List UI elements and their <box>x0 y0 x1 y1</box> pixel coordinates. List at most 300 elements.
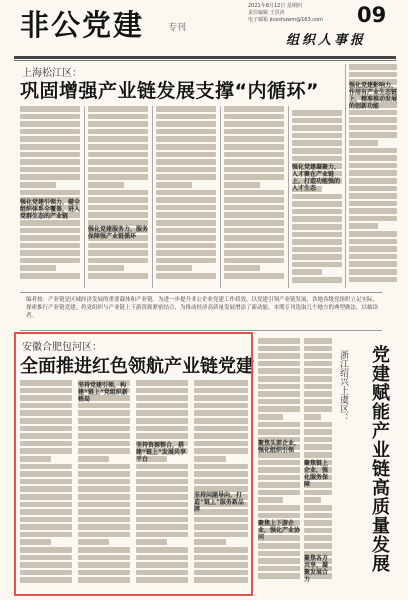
text-line <box>349 64 397 70</box>
text-line <box>20 136 80 142</box>
text-line <box>156 197 216 203</box>
text-line <box>78 448 130 454</box>
text-line <box>156 129 216 135</box>
article3-subhead-4: 聚焦各方共享，凝聚发展合力 <box>304 555 329 583</box>
text-line <box>258 475 300 481</box>
article2-subhead-3: 坚持问题导向，打造“链上”服务新品牌 <box>194 492 244 513</box>
text-line <box>20 479 72 485</box>
text-line <box>78 464 130 470</box>
text-line <box>258 558 300 564</box>
text-line <box>224 235 284 241</box>
text-line <box>20 517 72 523</box>
text-line <box>194 517 248 523</box>
text-line <box>258 490 300 496</box>
text-line <box>304 535 332 541</box>
text-line <box>349 110 397 116</box>
text-line <box>88 190 148 196</box>
text-line <box>20 144 80 150</box>
text-line <box>304 338 332 344</box>
text-line <box>156 220 216 226</box>
text-line <box>88 220 148 226</box>
text-line <box>292 239 342 245</box>
text-line <box>88 265 124 271</box>
text-line <box>78 486 130 492</box>
text-line <box>224 220 284 226</box>
text-line <box>156 152 216 158</box>
column-divider <box>84 106 85 288</box>
text-line <box>349 216 397 222</box>
text-line <box>292 216 342 222</box>
text-line <box>20 106 80 112</box>
date-line-1: 2021年8月12日 星期四 <box>248 3 302 9</box>
text-line <box>258 429 300 435</box>
text-line <box>20 418 72 424</box>
text-line <box>20 570 72 576</box>
text-line <box>20 235 80 241</box>
text-line <box>156 182 192 188</box>
text-line <box>349 140 378 146</box>
text-line <box>292 209 342 215</box>
text-line <box>156 205 216 211</box>
text-line <box>224 106 284 112</box>
text-line <box>136 539 167 545</box>
text-line <box>136 577 188 583</box>
text-line <box>258 513 300 519</box>
text-line <box>136 471 188 477</box>
text-line <box>20 388 72 394</box>
text-line <box>349 261 397 267</box>
text-line <box>224 182 260 188</box>
text-line <box>349 125 397 131</box>
text-line <box>349 178 397 184</box>
text-line <box>88 197 148 203</box>
text-line <box>136 395 188 401</box>
text-line <box>20 265 56 271</box>
text-line <box>304 437 332 443</box>
divider <box>20 292 382 293</box>
text-line <box>349 170 397 176</box>
text-line <box>156 136 216 142</box>
text-line <box>136 517 188 523</box>
text-line <box>304 505 332 511</box>
article2-column-3 <box>136 380 188 588</box>
text-line <box>78 441 130 447</box>
text-line <box>258 353 300 359</box>
text-line <box>258 573 300 579</box>
text-line <box>258 391 300 397</box>
text-line <box>304 353 332 359</box>
text-line <box>156 121 216 127</box>
text-line <box>136 380 188 386</box>
text-line <box>224 273 284 279</box>
text-line <box>194 448 248 454</box>
text-line <box>20 159 80 165</box>
text-line <box>20 152 80 158</box>
text-line <box>194 426 248 432</box>
text-line <box>20 577 72 583</box>
text-line <box>304 376 332 382</box>
text-line <box>156 273 216 279</box>
text-line <box>304 406 332 412</box>
text-line <box>20 220 80 226</box>
text-line <box>194 395 248 401</box>
text-line <box>349 186 397 192</box>
text-line <box>304 384 332 390</box>
text-line <box>78 502 130 508</box>
text-line <box>156 228 216 234</box>
article2-headline: 全面推进红色领航产业链党建 <box>20 356 254 377</box>
article1-column-5 <box>292 110 342 288</box>
text-line <box>88 144 148 150</box>
text-line <box>156 265 192 271</box>
text-line <box>20 121 80 127</box>
text-line <box>78 509 130 515</box>
text-line <box>349 148 397 154</box>
text-line <box>349 72 397 78</box>
text-line <box>292 148 342 154</box>
text-line <box>292 254 342 260</box>
text-line <box>136 532 188 538</box>
text-line <box>349 117 397 123</box>
text-line <box>20 380 72 386</box>
text-line <box>20 228 80 234</box>
column-divider <box>345 64 346 288</box>
date-line-2: 责任编辑 王洪涛 <box>248 10 285 16</box>
masthead-rule-thin <box>14 60 396 61</box>
text-line <box>349 193 397 199</box>
text-line <box>20 258 80 264</box>
column-divider <box>288 106 289 288</box>
article1-headline: 巩固增强产业链发展支撑“内循环” <box>20 80 319 102</box>
text-line <box>78 539 109 545</box>
text-line <box>292 194 342 200</box>
text-line <box>156 167 216 173</box>
text-line <box>258 361 300 367</box>
text-line <box>349 277 397 283</box>
text-line <box>78 403 130 409</box>
date-line-3: 电子邮箱 jiceshuwm@163.com <box>248 17 323 23</box>
text-line <box>194 555 248 561</box>
text-line <box>292 125 342 131</box>
text-line <box>20 273 80 279</box>
text-line <box>20 190 80 196</box>
text-line <box>88 250 148 256</box>
text-line <box>304 361 332 367</box>
text-line <box>136 388 188 394</box>
text-line <box>292 201 342 207</box>
text-line <box>304 346 332 352</box>
text-line <box>224 205 284 211</box>
text-line <box>78 570 130 576</box>
text-line <box>78 456 109 462</box>
text-line <box>78 547 130 553</box>
article1-subhead-4: 强化党建影响力，作用有产业生态链上，精准推动发展的创新功能 <box>349 82 398 110</box>
dateline <box>248 3 323 24</box>
text-line <box>224 258 284 264</box>
text-line <box>78 471 130 477</box>
text-line <box>292 269 322 275</box>
text-line <box>156 258 216 264</box>
text-line <box>258 422 300 428</box>
text-line <box>136 410 188 416</box>
text-line <box>136 509 188 515</box>
text-line <box>258 566 300 572</box>
text-line <box>304 520 332 526</box>
divider <box>20 330 382 331</box>
text-line <box>88 205 148 211</box>
text-line <box>136 486 188 492</box>
text-line <box>304 414 321 420</box>
text-line <box>258 384 300 390</box>
text-line <box>304 429 332 435</box>
text-line <box>194 380 248 386</box>
text-line <box>78 426 130 432</box>
text-line <box>224 114 284 120</box>
text-line <box>224 197 284 203</box>
text-line <box>88 136 148 142</box>
text-line <box>156 235 216 241</box>
text-line <box>20 410 72 416</box>
text-line <box>349 208 397 214</box>
text-line <box>88 174 148 180</box>
text-line <box>349 254 397 260</box>
text-line <box>349 155 397 161</box>
text-line <box>20 471 72 477</box>
text-line <box>292 140 342 146</box>
text-line <box>224 212 284 218</box>
article1-column-2 <box>88 106 148 288</box>
text-line <box>136 403 188 409</box>
article1-subhead-3: 强化党建凝聚力，人才聚在产业链上，打造功能强的人才生态 <box>292 164 341 192</box>
text-line <box>78 479 130 485</box>
text-line <box>20 562 72 568</box>
text-line <box>20 464 72 470</box>
article3-subhead-2: 聚焦链上企业，强化服务保障 <box>304 460 329 488</box>
text-line <box>304 528 332 534</box>
text-line <box>136 479 188 485</box>
article1-subhead-1: 强化党建引领力，健全组织体系全覆盖，进入党群生态的产业链 <box>20 199 81 220</box>
text-line <box>20 426 72 432</box>
text-line <box>258 497 283 503</box>
text-line <box>88 212 148 218</box>
article2-column-1 <box>20 380 72 588</box>
text-line <box>194 418 248 424</box>
text-line <box>78 555 130 561</box>
article2-column-2 <box>78 380 130 588</box>
text-line <box>156 159 216 165</box>
text-line <box>258 551 300 557</box>
text-line <box>349 223 378 229</box>
text-line <box>88 121 148 127</box>
text-line <box>292 133 342 139</box>
text-line <box>136 418 188 424</box>
text-line <box>88 182 124 188</box>
text-line <box>20 182 56 188</box>
text-line <box>194 410 248 416</box>
text-line <box>224 129 284 135</box>
text-line <box>304 513 332 519</box>
text-line <box>156 243 216 249</box>
text-line <box>78 433 130 439</box>
masthead-rule <box>14 56 396 59</box>
text-line <box>224 144 284 150</box>
article3-kicker: 浙江绍兴上虞区： <box>338 350 348 422</box>
text-line <box>304 399 332 405</box>
text-line <box>194 577 248 583</box>
page-number: 09 <box>357 3 387 27</box>
text-line <box>349 231 397 237</box>
text-line <box>292 156 342 162</box>
text-line <box>136 555 188 561</box>
text-line <box>88 114 148 120</box>
article1-column-1 <box>20 106 80 288</box>
text-line <box>349 132 397 138</box>
text-line <box>20 174 80 180</box>
text-line <box>20 456 51 462</box>
text-line <box>20 532 72 538</box>
text-line <box>349 246 397 252</box>
text-line <box>194 471 248 477</box>
text-line <box>136 464 188 470</box>
text-line <box>258 482 300 488</box>
article3-headline: 党建赋能产业链高质量发展 <box>369 345 390 573</box>
text-line <box>304 444 332 450</box>
text-line <box>194 433 248 439</box>
text-line <box>292 110 342 116</box>
text-line <box>194 388 248 394</box>
column-divider <box>220 106 221 288</box>
text-line <box>349 163 397 169</box>
article3-column-1 <box>258 338 300 588</box>
text-line <box>20 547 72 553</box>
text-line <box>292 232 342 238</box>
text-line <box>20 403 72 409</box>
text-line <box>78 517 130 523</box>
text-line <box>136 562 188 568</box>
text-line <box>304 497 321 503</box>
article3-subhead-3: 聚焦上下游企业，强化产业协同 <box>258 520 301 541</box>
text-line <box>349 269 397 275</box>
text-line <box>156 190 216 196</box>
text-line <box>194 562 248 568</box>
text-line <box>156 174 216 180</box>
text-line <box>304 543 332 549</box>
text-line <box>136 524 188 530</box>
article2-column-4 <box>194 380 248 588</box>
text-line <box>258 414 283 420</box>
text-line <box>304 368 332 374</box>
text-line <box>20 243 80 249</box>
text-line <box>349 201 397 207</box>
text-line <box>78 577 130 583</box>
column-label: 专刊 <box>168 23 187 33</box>
text-line <box>156 144 216 150</box>
text-line <box>136 426 188 432</box>
text-line <box>88 273 148 279</box>
text-line <box>156 114 216 120</box>
text-line <box>194 456 226 462</box>
text-line <box>20 395 72 401</box>
text-line <box>78 524 130 530</box>
text-line <box>349 239 397 245</box>
text-line <box>224 159 284 165</box>
text-line <box>194 570 248 576</box>
text-line <box>258 543 300 549</box>
text-line <box>20 502 72 508</box>
text-line <box>20 441 72 447</box>
text-line <box>194 479 248 485</box>
text-line <box>224 250 284 256</box>
text-line <box>224 174 284 180</box>
editor-note: 编者按：产业链是区域经济发展的重要载体和产业链。为进一步提升非公企业党建工作质效，以党建引领产业链发展，各地各级党组织立足实际，探索推行产业链党建，将党组织与产业链上下游资源紧密结合，为推动经济高质量发展增添了新动能。本期专刊选取几个地方的典型做法，以飨读者。 <box>26 297 379 319</box>
text-line <box>156 212 216 218</box>
text-line <box>304 422 332 428</box>
text-line <box>258 467 300 473</box>
text-line <box>20 524 72 530</box>
article2-subhead-2: 坚持资源整合，搭建“链上”发展共享平台 <box>136 442 186 463</box>
text-line <box>88 243 148 249</box>
article1-kicker: 上海松江区： <box>22 68 82 79</box>
text-line <box>78 418 130 424</box>
article3-subhead-1: 聚焦头部企业，强化组织引领 <box>258 440 301 454</box>
text-line <box>78 562 130 568</box>
text-line <box>194 464 248 470</box>
text-line <box>292 277 342 283</box>
text-line <box>88 152 148 158</box>
text-line <box>88 167 148 173</box>
text-line <box>258 346 300 352</box>
text-line <box>88 129 148 135</box>
text-line <box>258 399 300 405</box>
article2-kicker: 安徽合肥包河区： <box>22 342 102 353</box>
text-line <box>20 167 80 173</box>
text-line <box>292 224 342 230</box>
masthead-title: 非公党建 <box>20 8 145 42</box>
text-line <box>20 555 72 561</box>
text-line <box>194 539 226 545</box>
text-line <box>20 129 80 135</box>
text-line <box>194 441 248 447</box>
text-line <box>258 376 300 382</box>
text-line <box>20 250 80 256</box>
text-line <box>88 159 148 165</box>
text-line <box>20 494 72 500</box>
text-line <box>224 167 284 173</box>
text-line <box>20 114 80 120</box>
text-line <box>304 490 332 496</box>
text-line <box>78 410 130 416</box>
text-line <box>194 532 248 538</box>
text-line <box>136 494 188 500</box>
text-line <box>292 118 342 124</box>
text-line <box>258 338 300 344</box>
text-line <box>224 121 284 127</box>
text-line <box>88 106 148 112</box>
text-line <box>292 262 342 268</box>
text-line <box>136 502 188 508</box>
text-line <box>78 494 130 500</box>
text-line <box>224 228 284 234</box>
text-line <box>292 247 342 253</box>
text-line <box>224 243 284 249</box>
text-line <box>20 486 72 492</box>
article1-column-3 <box>156 106 216 288</box>
brand-logo: 组织人事报 <box>286 33 367 48</box>
text-line <box>258 406 300 412</box>
text-line <box>88 258 148 264</box>
text-line <box>20 433 72 439</box>
text-line <box>78 532 130 538</box>
